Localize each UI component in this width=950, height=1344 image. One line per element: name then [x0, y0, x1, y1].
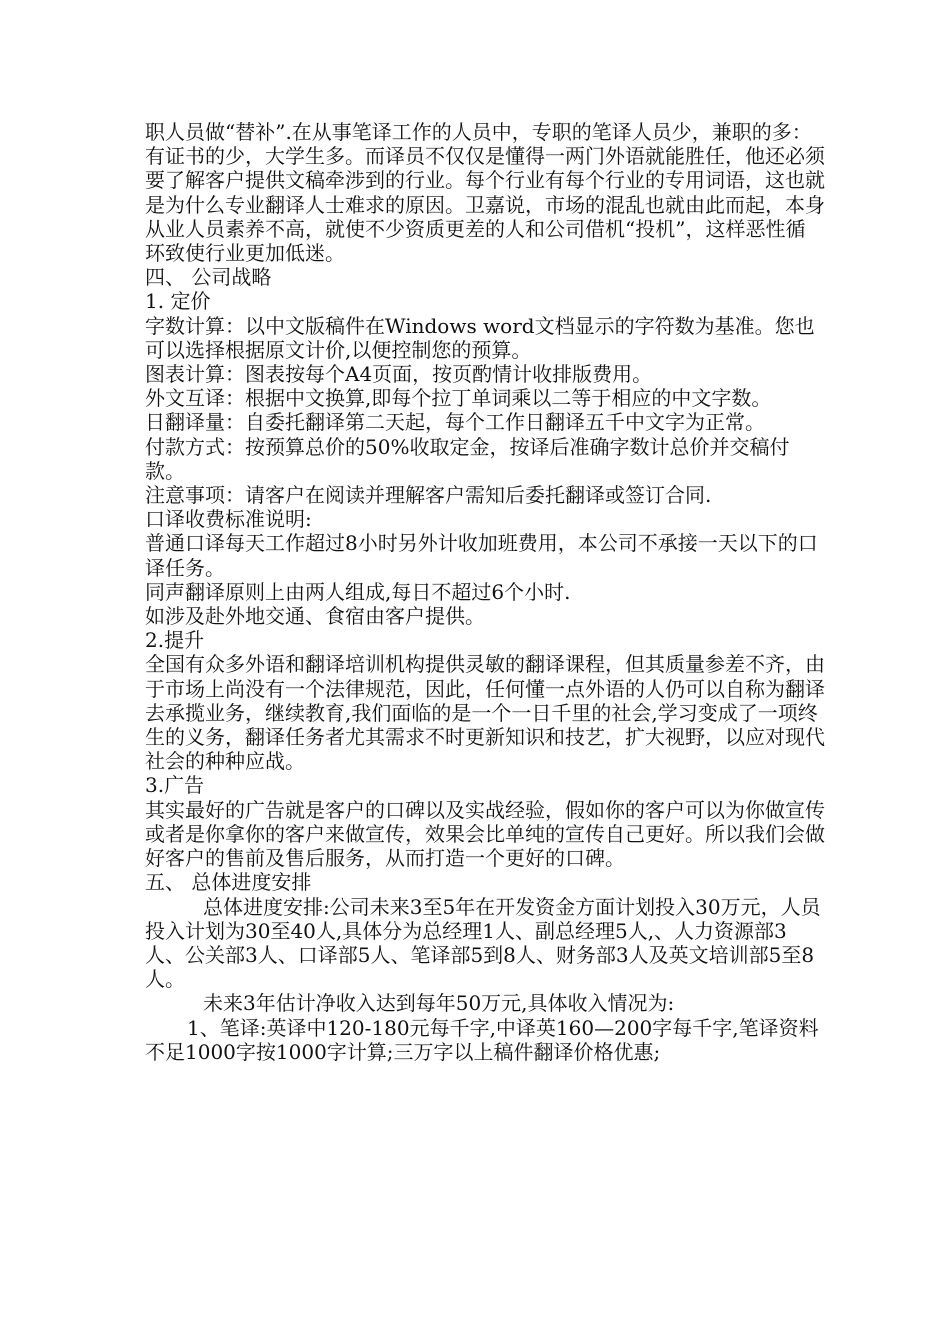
section-heading-schedule: 五、 总体进度安排	[145, 870, 312, 895]
paragraph-income: 未来3年估计净收入达到每年50万元,具体收入情况为:	[203, 991, 675, 1016]
paragraph-ads: 其实最好的广告就是客户的口碑以及实战经验，假如你的客户可以为你做宣传或者是你拿你的客户来做宣传，效果会比单纯的宣传自己更好。所以我们会做好客户的售前及售后服务，从而打造一个更好的口碑。	[145, 797, 825, 871]
paragraph-schedule: 总体进度安排:公司未来3至5年在开发资金方面计划投入30万元，人员投入计划为30至40人,具体分为总经理1人、副总经理5人,、人力资源部3人、公关部3人、口译部5人、笔译部5到8人、财务部3人及英文培训部5至8人。	[145, 894, 821, 992]
subheading-improve: 2.提升	[145, 628, 205, 653]
paragraph-oral-simultaneous: 同声翻译原则上由两人组成,每日不超过6个小时.	[145, 579, 571, 604]
subheading-ads: 3.广告	[145, 773, 205, 798]
paragraph-daily-volume: 日翻译量：自委托翻译第二天起，每个工作日翻译五千中文字为正常。	[145, 410, 765, 435]
paragraph-payment-method: 付款方式：按预算总价的50%收取定金，按译后准确字数计总价并交稿付款。	[145, 434, 790, 483]
paragraph-foreign-translation: 外文互译：根据中文换算,即每个拉丁单词乘以二等于相应的中文字数。	[145, 386, 772, 411]
paragraph-industry-status: 职人员做“替补”.在从事笔译工作的人员中，专职的笔译人员少，兼职的多：有证书的少，大学生多。而译员不仅仅是懂得一两门外语就能胜任，他还必须要了解客户提供文稿牵涉到的行业。每个行业有每个行业的专用词语，这也就是为什么专业翻译人士难求的原因。卫嘉说，市场的混乱也就由此而起，本身从业人员素养不高，就使不少资质更差的人和公司借机“投机”，这样恶性循环致使行业更加低迷。	[145, 120, 825, 266]
paragraph-word-count: 字数计算：以中文版稿件在Windows word文档显示的字符数为基准。您也可以选择根据原文计价,以便控制您的预算。	[145, 313, 815, 362]
paragraph-oral-overtime: 普通口译每天工作超过8小时另外计收加班费用，本公司不承接一天以下的口译任务。	[145, 531, 818, 580]
subheading-pricing: 1. 定价	[145, 289, 211, 314]
paragraph-improve: 全国有众多外语和翻译培训机构提供灵敏的翻译课程，但其质量参差不齐，由于市场上尚没有一个法律规范，因此，任何懂一点外语的人仍可以自称为翻译去承揽业务，继续教育,我们面临的是一个一日千里的社会,学习变成了一项终生的义务，翻译任务者尤其需求不时更新知识和技艺，扩大视野，以应对现代社会的种种应战。	[145, 652, 825, 774]
document-page	[145, 120, 825, 1064]
paragraph-chart-pricing: 图表计算：图表按每个A4页面，按页酌情计收排版费用。	[145, 362, 653, 387]
paragraph-oral-travel: 如涉及赴外地交通、食宿由客户提供。	[145, 604, 485, 629]
paragraph-written-pricing: 1、笔译:英译中120-180元每千字,中译英160—200字每千字,笔译资料不足1000字按1000字计算;三万字以上稿件翻译价格优惠;	[145, 1015, 819, 1064]
paragraph-oral-title: 口译收费标准说明:	[145, 507, 312, 532]
section-heading-strategy: 四、 公司战略	[145, 265, 272, 290]
paragraph-notice: 注意事项：请客户在阅读并理解客户需知后委托翻译或签订合同.	[145, 483, 712, 508]
